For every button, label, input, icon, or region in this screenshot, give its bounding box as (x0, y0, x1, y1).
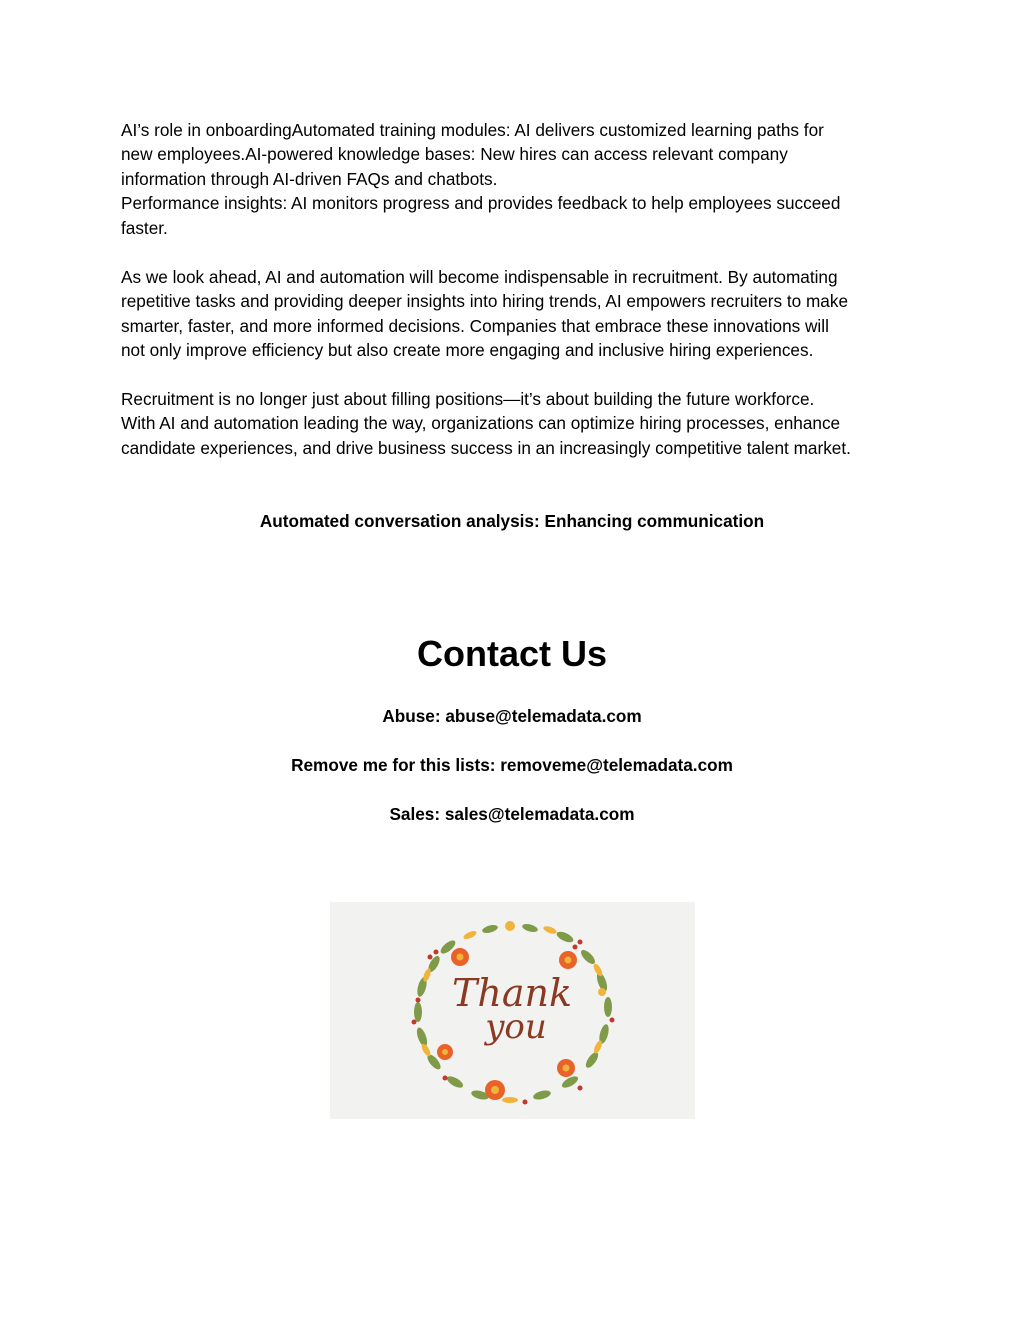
text-line: repetitive tasks and providing deeper insights into hiring trends, AI empowers recruiters to make (121, 291, 849, 312)
onboarding-paragraph (121, 118, 921, 240)
text-line: new employees.AI-powered knowledge bases: New hires can access relevant company (121, 144, 788, 165)
text-line: smarter, faster, and more informed decisions. Companies that embrace these innovations will (121, 315, 829, 336)
text-line: not only improve efficiency but also create more engaging and inclusive hiring experiences. (121, 340, 814, 361)
contact-title: Contact Us (416, 633, 608, 674)
you-lettering: you (485, 1007, 547, 1047)
text-line: information through AI-driven FAQs and chatbots. (121, 168, 498, 189)
text-line: Performance insights: AI monitors progress and provides feedback to help employees succeed (121, 193, 841, 214)
text-line: With AI and automation leading the way, organizations can optimize hiring processes, enhance (121, 413, 841, 434)
thank-lettering: Thank (452, 971, 572, 1015)
floral-wreath-illustration (330, 902, 695, 1119)
text-line: candidate experiences, and drive business success in an increasingly competitive talent market. (121, 437, 851, 458)
conclusion-paragraph (121, 387, 921, 460)
removeme-email-line: Remove me for this lists: removeme@telemadata.com (291, 755, 733, 775)
text-line: Recruitment is no longer just about filling positions—it’s about building the future workforce. (121, 389, 815, 409)
section-subheading: Automated conversation analysis: Enhancing communication (259, 511, 765, 531)
text-line: As we look ahead, AI and automation will become indispensable in recruitment. By automating (121, 267, 838, 287)
text-line: AI’s role in onboardingAutomated training modules: AI delivers customized learning paths for (121, 120, 824, 140)
thank-you-image (330, 902, 695, 1119)
text-line: faster. (121, 217, 168, 238)
abuse-email-line: Abuse: abuse@telemadata.com (382, 706, 642, 726)
sales-email-line: Sales: sales@telemadata.com (389, 804, 635, 824)
outlook-paragraph (121, 265, 921, 363)
